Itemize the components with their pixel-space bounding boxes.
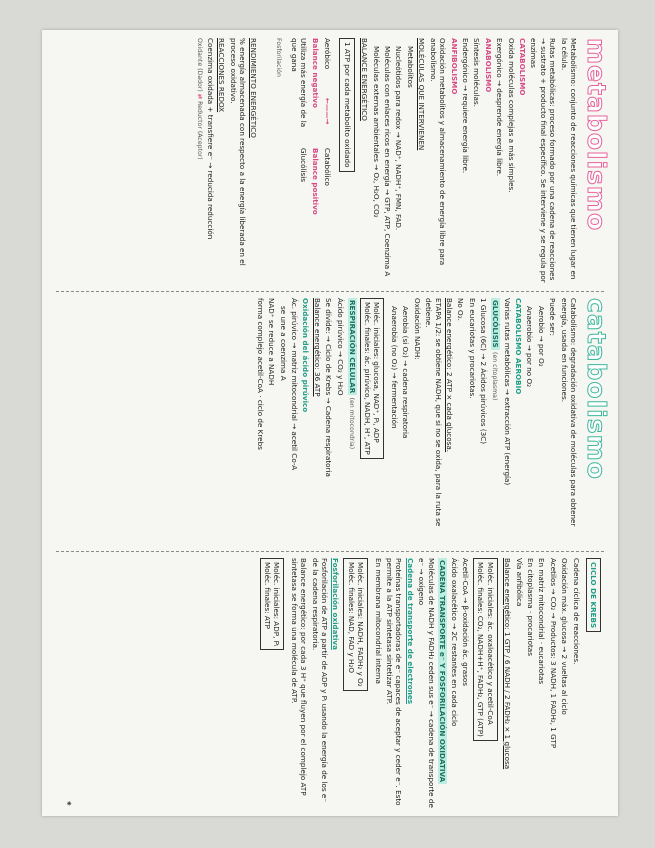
arrow-icon: ←——→: [323, 98, 333, 125]
diagram-glucolisis: Glucólisis: [299, 148, 309, 182]
column-divider: [56, 291, 604, 292]
balance-heading: BALANCE ENERGÉTICO: [360, 38, 370, 121]
cadena-point: En membrana mitocondrial interna: [373, 558, 383, 684]
catabolismo-aerobio-heading: CATABOLISMO AEROBIO: [513, 298, 523, 395]
krebs-point: Vía anfibólica: [514, 558, 524, 607]
fosforilacion-point: Fosforilación de ATP a partir de ADP y Pᵢ usando la energía de los e⁻ de la cadena respiratoria.: [310, 558, 330, 803]
diagram-aerobico: Aeróbico: [323, 38, 333, 70]
oxidacion-piruvico-heading: Oxidación del ácido pirúvico: [301, 298, 311, 413]
catabolismo-point: Exergónico → desprende energía libre.: [495, 38, 505, 177]
molecula-item: Moléculas externas ambientales → O₂, H₂O, CO₂: [371, 46, 381, 218]
box-initial-molecules: Moléc. iniciales: glucosa, NAD⁺, Pᵢ, ADP: [372, 302, 382, 443]
acetil-coa: Acetil-CoA → β-oxidación ác. grasos: [460, 558, 470, 686]
column-catabolismo: [52, 298, 612, 546]
diagram-utiliza: Utiliza más energía de la que gana: [290, 38, 309, 128]
glucolisis-point: 1 Glucosa (6C) → 2 Ácidos pirúvicos (3C): [479, 298, 489, 445]
catabolismo-definition: Catabolismo: degradación oxidativa de moléculas para obtener energía, usada en funciones.: [559, 298, 578, 527]
respiracion-point: Se divide: → Ciclo de Krebs → Cadena respiratoria: [324, 298, 334, 477]
respiracion-location: (en mitocondria): [347, 397, 355, 450]
rendimiento-heading: RENDIMIENTO ENERGÉTICO: [249, 38, 259, 138]
fosforilacion-balance: Balance energético: por cada 3 H⁺ que fluyen por el complejo ATP sintetasa se forma una molécula de ATP.: [289, 558, 309, 796]
box-final-molecules: Moléc. finales: NAD, FAD y H₂O: [346, 562, 356, 673]
molecula-item: Metabolitos: [405, 46, 415, 88]
rutas-metabolicas: Rutas metabólicas: proceso formado por una cadena de reacciones → sustrato + producto final específico. Se interviene y se regula por enzimas: [529, 38, 558, 283]
rotated-notes-sheet: [42, 30, 618, 816]
box-initial-molecules: Moléc. iniciales: NADH, FADH₂ y O₂: [356, 562, 366, 687]
respiracion-balance: Balance energético: 36 ATP: [312, 298, 322, 397]
glucolisis-point: No O₂.: [456, 298, 466, 321]
oxidacion-piruvico-point: Ác. pirúvico → matriz mitocondrial → acetil Co-A: [290, 298, 300, 471]
krebs-molecules-box: [473, 558, 498, 741]
anabolismo-label: ANABOLISMO: [483, 38, 493, 93]
redox-oxidante: Oxidante: [196, 38, 204, 67]
respiracion-point: Ácido pirúvico → CO₂ y H₂O: [335, 298, 345, 396]
glucolisis-location: (en citoplasma): [491, 352, 499, 401]
oxidacion-point: Aerobia (si O₂) → cadena respiratoria: [401, 306, 411, 439]
varias-rutas: Varias rutas metabólicas → extracción ATP (energía): [502, 298, 512, 486]
molecula-item: Nucleótidos para redox → NAD⁺, NADH⁺, FMN, FAD.: [394, 46, 404, 231]
fosforilacion-heading: Fosforilación oxidativa: [331, 558, 341, 650]
catabolismo-label: CATABOLISMO: [517, 38, 527, 96]
krebs-point: Acetilos → CO₂ → Productos: 3 NADH, 1 FADH₂, 1 GTP: [548, 558, 558, 749]
notebook-page: [42, 30, 618, 816]
glucolisis-molecules-box: [360, 298, 385, 459]
glucolisis-point: En eucariotas y procariotas.: [467, 298, 477, 399]
oxidacion-piruvico-point: se une a coenzima A: [278, 306, 288, 381]
moleculas-heading: MOLÉCULAS QUE INTERVIENEN: [417, 38, 427, 151]
anabolismo-point: Endergónico → requiere energía libre.: [460, 38, 470, 174]
box-final-molecules: Moléc. finales: ATP: [263, 562, 273, 629]
balance-glucolisis: Balance energético: 2 ATP × cada glucosa.: [444, 298, 454, 453]
page-mark: ⁕: [64, 800, 74, 807]
box-initial-molecules: Moléc. iniciales: ADP, Pᵢ: [272, 562, 282, 647]
tipo-anaerobio: Anaerobio → por no O₂: [525, 306, 535, 388]
krebs-balance: Balance energético: 1 GTP / 6 NADH / 2 FADH₂ × 1 glucosa: [503, 558, 513, 770]
krebs-point: Oxidación máx. glucosa → 2 vueltas al ciclo: [560, 558, 570, 715]
column-divider: [56, 551, 604, 552]
catabolismo-point: Oxida moléculas complejas a más simples.: [506, 38, 516, 193]
redox-heading: REACCIONES REDOX: [217, 38, 227, 113]
title-catabolismo: catabolismo: [582, 298, 611, 480]
glucolisis-heading: GLUCÓLISIS: [491, 300, 501, 348]
cadena-molecules-box: [343, 558, 368, 691]
column-krebs: [52, 558, 612, 808]
cadena-heading: CADENA TRANSPORTE e⁻ Y FOSFORILACIÓN OXIDATIVA: [438, 560, 448, 783]
metabolismo-definition: Metabolismo: conjunto de reacciones químicas que tienen lugar en la célula.: [559, 38, 578, 280]
redox-text: Coenzima oxidada + transfiere e⁻ → reducida reducción: [205, 38, 215, 240]
oxidacion-point: Anaerobia (no O₂) → fermentación: [389, 306, 399, 429]
cadena-subheading: Cadena de transporte de electrones: [405, 558, 415, 704]
box-final-molecules: Moléc. finales: ác. pirúvico, NADH, H⁺, ATP: [363, 302, 373, 455]
diagram-balance-positivo: Balance positivo: [311, 148, 321, 215]
molecula-item: Moléculas con enlaces ricos en energía → GTP, ATP, Coenzima A: [383, 46, 393, 277]
anabolismo-point: Síntesis moléculas.: [472, 38, 482, 107]
balance-box: 1 ATP por cada metabolito oxidado: [339, 38, 354, 172]
box-final-molecules: Moléc. finales: CO₂, NADH+H⁺, FADH₂, GTP (ATP): [476, 562, 486, 737]
column-metabolismo: [52, 38, 612, 286]
oxidacion-nadh: Oxidación NADH:: [412, 298, 422, 360]
respiracion-heading: RESPIRACIÓN CELULAR: [347, 300, 357, 394]
box-initial-molecules: Moléc. iniciales: ác. oxaloacético y acetil-CoA: [485, 562, 495, 725]
redox-reductor: Reductor: [196, 101, 204, 129]
diagram-fosforilacion: Fosforilación: [275, 38, 283, 77]
nadh-reduce: NAD⁺ se reduce a NADH: [267, 298, 277, 386]
anfibolismo-label: ANFIBOLISMO: [449, 38, 459, 95]
title-metabolismo: metabolismo: [582, 38, 611, 232]
acido-oxalacetico: Ácido oxalacético → 2C restantes en cada ciclo: [449, 558, 459, 727]
balance-diagram: [262, 38, 332, 286]
krebs-heading: CICLO DE KREBS: [586, 558, 601, 632]
diagram-catabolico: Catabólico: [323, 148, 333, 186]
rendimiento-text: % energía almacenada con respecto a la energía liberada en el proceso oxidativo.: [228, 38, 248, 266]
krebs-point: En citoplasma · procariotas: [525, 558, 535, 656]
cadena-point: Proteínas transportadoras de e⁻ capaces de aceptar y ceder e⁻. Esto permite a la ATP sintetasa sintetizar ATP.: [385, 558, 404, 806]
etapa-text: ETAPA 1/2: se obtiene NADH, que si no se oxida, para la ruta se detiene.: [424, 298, 443, 527]
puede-ser: Puede ser:: [548, 298, 558, 336]
diagram-balance-negativo: Balance negativo: [311, 38, 321, 108]
forma-complejo: forma complejo acetil-CoA · ciclo de Krebs: [255, 298, 265, 450]
krebs-point: Cadena cíclica de reacciones.: [571, 558, 581, 665]
krebs-point: En matriz mitocondrial · eucariotas: [537, 558, 547, 685]
arrow-icon: ⇄: [196, 93, 204, 102]
cadena-point: Moléculas de NADH y FADH₂ ceden sus e⁻ → cadena de transporte de e⁻ → oxígeno: [417, 558, 436, 808]
redox-aceptor: (Aceptor): [196, 130, 204, 160]
fosforilacion-molecules-box: [260, 558, 285, 650]
redox-dador: (Dador): [196, 68, 204, 92]
anfibolismo-point: Oxidación metabolitos y almacenamiento de energía libre para anabolismo.: [428, 38, 448, 266]
tipo-aerobio: Aerobio → por O₂: [536, 306, 546, 367]
